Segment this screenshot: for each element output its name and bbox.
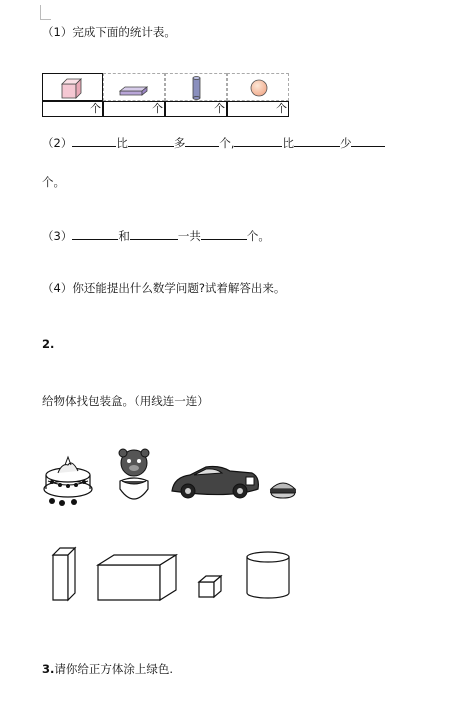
blank[interactable] xyxy=(72,136,116,147)
q2-word: 少 xyxy=(339,136,352,150)
stat-cell-cube xyxy=(42,73,103,101)
toy-car-icon[interactable] xyxy=(172,467,258,499)
unit-label: 个 xyxy=(152,102,163,115)
blank[interactable] xyxy=(351,136,385,147)
q2-line xyxy=(42,135,385,151)
blank[interactable] xyxy=(294,136,340,147)
q2-prefix: （2） xyxy=(42,136,73,150)
long-box-icon[interactable] xyxy=(98,555,176,600)
stat-count-cuboid[interactable] xyxy=(103,101,165,117)
blank[interactable] xyxy=(185,136,219,147)
cuboid-icon xyxy=(104,74,166,102)
blank[interactable] xyxy=(72,229,118,240)
q3-word: 一共 xyxy=(177,229,201,243)
boxes-row xyxy=(48,545,298,605)
q3-word: 个。 xyxy=(246,229,270,243)
cylinder-icon xyxy=(166,74,228,102)
unit-label: 个 xyxy=(90,102,101,115)
blank[interactable] xyxy=(234,136,282,147)
blank[interactable] xyxy=(128,136,174,147)
q3-prefix: （3） xyxy=(42,229,73,243)
q2-word: 个, xyxy=(219,136,235,150)
q2-end: 个。 xyxy=(42,175,65,189)
bear-toy-icon[interactable] xyxy=(119,449,149,499)
q2-word: 多 xyxy=(173,136,186,150)
stat-cell-cuboid xyxy=(103,73,165,101)
cube-icon xyxy=(43,74,104,102)
cylinder-box-icon[interactable] xyxy=(247,552,289,598)
small-cube-icon[interactable] xyxy=(199,576,221,597)
stat-count-cylinder[interactable] xyxy=(165,101,227,117)
section-2-instruction: 给物体找包装盒。（用线连一连） xyxy=(42,394,209,408)
burger-icon[interactable] xyxy=(270,483,296,498)
q1-label: （1）完成下面的统计表。 xyxy=(42,25,176,39)
page-corner-mark xyxy=(40,5,51,20)
cake-icon[interactable] xyxy=(44,457,92,506)
q2-word: 比 xyxy=(116,136,128,150)
sphere-icon xyxy=(228,74,290,102)
stat-count-sphere[interactable] xyxy=(227,101,289,117)
section-3-line xyxy=(42,661,173,677)
q4-label: （4）你还能提出什么数学问题?试着解答出来。 xyxy=(42,281,286,295)
q3-line xyxy=(42,228,270,244)
tall-box-icon[interactable] xyxy=(53,548,75,600)
stat-table xyxy=(42,73,289,117)
blank[interactable] xyxy=(201,229,247,240)
objects-row xyxy=(40,445,302,515)
stat-count-cube[interactable] xyxy=(42,101,103,117)
q2-word: 比 xyxy=(282,136,294,150)
stat-cell-cylinder xyxy=(165,73,227,101)
unit-label: 个 xyxy=(214,102,225,115)
section-2-number: 2. xyxy=(42,337,55,351)
unit-label: 个 xyxy=(276,102,287,115)
q3-word: 和 xyxy=(118,229,130,243)
blank[interactable] xyxy=(130,229,178,240)
stat-cell-sphere xyxy=(227,73,289,101)
section-3-text: 请你给正方体涂上绿色. xyxy=(54,662,174,676)
section-3-number: 3. xyxy=(42,662,55,676)
